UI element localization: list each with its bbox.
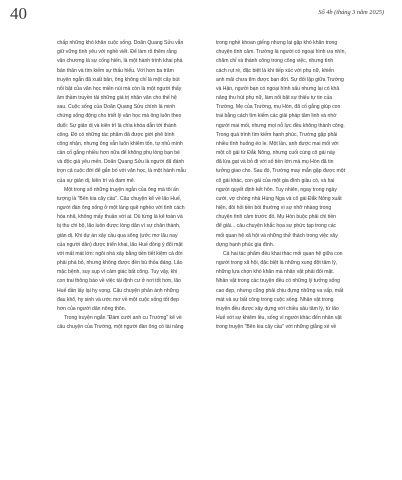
text-line: trai bằng cách tìm kiếm các giải pháp tâm linh và nhờ — [216, 113, 337, 120]
text-line: truyện ngắn đã xuất bản, ông không chỉ là một cây bút — [57, 76, 180, 83]
text-line: Huế với sự khiêm lều, sống vì người khác đến nhân vật — [216, 315, 342, 322]
text-line: mặc bệnh, suy sụp vì cảm giác bất công. Tuy vậy, khi — [57, 269, 178, 276]
text-line: người mai mối, nhưng mọi nỗ lực đều không thành công. — [216, 122, 345, 129]
text-line: trong truyện "Bên kia cây cầu" với những giằng xé về — [216, 324, 337, 331]
text-line: hiện, đòi hỏi tiền bồi thường vì sự nhỡ nhàng trong — [216, 205, 332, 212]
left-text-column — [57, 39, 205, 333]
text-line: Trường. Mẹ của Trường, mụ Hòn, đã cố gắng giúp con — [216, 104, 341, 111]
text-line: trong nghề khoan giếng nhưng lại gặp khó khăn trong — [216, 40, 338, 46]
right-text-column — [216, 39, 363, 333]
text-line: năng thu hút phụ nữ, làm nổi bật sự thiếu tự tin của — [216, 95, 333, 102]
text-line: chứng sống động cho triết lý văn học mà ông luôn theo — [57, 113, 182, 120]
text-line: một cô gái từ Đắk Nông, nhưng cuối cùng cô gái này — [216, 150, 336, 157]
text-line: bản thân và tìm kiếm sự thấu hiểu. Với hơn ba trăm — [57, 67, 174, 74]
text-line: hơn của người dân nông thôn. — [57, 305, 127, 312]
text-line: Trong truyện ngắn "Đám cưới anh cu Trường" kể về — [64, 315, 182, 322]
text-line: đau khổ, hy sinh và ước mơ về một cuộc sống tốt đẹp — [57, 296, 179, 303]
issue-label: Số 4b (tháng 3 năm 2025) — [318, 9, 384, 16]
text-line: mối quan hệ xã hội và những thử thách trong việc xây — [216, 232, 338, 239]
text-line: và Hận, người bạn có ngoại hình xấu nhưng lại có khả — [216, 85, 340, 92]
text-line: con trai thông báo về việc tái định cư ở nơi tốt hơn, lão — [57, 278, 181, 285]
text-line: người đàn ông sống ở một làng quê nghèo với tình cách — [57, 205, 185, 212]
text-line: của sự giản dị, kiên trì và đam mê. — [57, 177, 136, 184]
text-line: giữ vững tình yêu với nghề viết. Để làm rõ thêm rằng — [57, 49, 177, 56]
text-line: sau. Cuộc sống của Doãn Quang Sửu chính là minh — [57, 104, 176, 111]
page-number: 40 — [10, 4, 27, 23]
text-line: truyện đều được xây dựng với chiều sâu tâm lý, từ lão — [216, 305, 339, 312]
text-line: Huế dần lấy lại hy vọng. Câu chuyện phản ánh những — [57, 287, 179, 294]
text-line: hòa nhã, không mấy thuần với ai. Dù từng là kẻ toàn và — [57, 214, 183, 221]
text-line: chăm chỉ và thành công trong công việc, nhưng tình — [216, 58, 334, 65]
text-line: Trong quá trình tìm kiếm hạnh phúc, Trường gặp phải — [216, 131, 338, 138]
text-line: văn chương là sự cống hiến, là một hành trình khai phá — [57, 58, 183, 65]
page-header — [10, 4, 384, 28]
text-line: người trong xã hội, đặc biệt là những xung đột tâm lý, — [216, 260, 338, 267]
text-line: chuyện tình cảm. Trường là người có ngoại hình ưa nhìn, — [216, 49, 346, 56]
text-line: cách rụt rè, đặc biệt là khi tiếp xúc với phụ nữ, khiến — [216, 67, 335, 74]
text-line: cao đẹp, nhưng cũng phải chịu đựng những va vấp, mất — [216, 287, 344, 294]
text-line: công. Đó có những tác phẩm đã được giới phê bình — [57, 131, 175, 138]
text-line: đã lừa gạt và bỏ đi với số tiền lớn mà mụ Hòn đã tin — [216, 159, 334, 166]
text-line: của người dân) được triển khai, lão Huế đồng ý đổi mặt — [57, 241, 183, 248]
text-line: với mất mát lớn: ngôi nhà xây bằng tiền tiết kiệm cả đời — [57, 250, 183, 257]
text-line: cô gái khác, con gái của một gia đình giàu có, và hai — [216, 177, 335, 184]
text-line: chuyện tình cảm trước đó. Mụ Hòn buộc phải chi tiền — [216, 214, 337, 221]
text-line: đuổi: Sự giản dị và kiên trì là chìa khóa dẫn tới thành — [57, 122, 177, 129]
text-line: Một trong số những truyện ngắn của ông mà tôi ấn — [64, 186, 179, 193]
text-line: mát và sự bất công trong cuộc sống. Nhân vật trong — [216, 296, 334, 303]
text-line: âm thầm truyền tải những giá trị nhân văn cho thế hệ — [57, 95, 177, 102]
text-line: công nhận, nhưng ông vẫn luôn khiêm tốn, tự nhủ mình — [57, 140, 183, 147]
text-line: câu chuyện của Trường, một người đàn ông có tài năng — [57, 324, 184, 331]
text-line: anh mãi chưa tìm được bạn đời. Sự đối lập giữa Trường — [216, 76, 344, 83]
text-line: giản dị. Khi dự án xây cầu qua sông (ước mơ lâu nay — [57, 232, 178, 239]
text-line: tượng là "Bên kia cây cầu". Câu chuyện kể về lão Huế, — [57, 195, 182, 202]
text-line: người quyết định kết hôn. Tuy nhiên, ngay trong ngày — [216, 186, 337, 193]
text-line: chấp những khó khăn cuộc sống. Doãn Quang Sửu vẫn — [57, 40, 184, 46]
text-line: cưới, vợ chồng nhà Hùng Nga và cô gái Đắk Nông xuất — [216, 195, 342, 202]
text-line: tưởng giao cho. Sau đó, Trường may mắn gặp được một — [216, 168, 345, 175]
text-line: và độc giả yêu mến. Doãn Quang Sửu là người đã đánh — [57, 159, 185, 166]
text-line: bị thu chi bộ, lão luôn được lòng dân vì sự chân thành, — [57, 223, 181, 230]
text-line: trọn cả cuộc đời để gắn bó với văn học, là một hành mẫu — [57, 168, 187, 175]
text-line: những lựa chọn khó khăn mà nhân vật phải đối mặt. — [216, 269, 335, 276]
text-line: nổi bật của văn học miền núi mà còn là một người thấy — [57, 85, 182, 92]
text-line: Cả hai tác phẩm đều khai thác mối quan hệ giữa con — [223, 250, 343, 257]
text-line: dựng hạnh phúc gia đình. — [216, 241, 275, 248]
text-line: Nhân vật trong các truyện đều có những lý tưởng sống — [216, 278, 340, 285]
text-line: phải phá bỏ, nhưng không được đền bù thỏa đáng. Lão — [57, 260, 183, 267]
text-line: để giải... câu chuyện khắc họa sự phức tạp trong các — [216, 223, 337, 230]
text-line: cần cố gắng nhiều hơn nữa để không phụ lòng bạn bè — [57, 150, 180, 157]
text-line: nhiều tình huống éo le. Một lần, anh được mai mối với — [216, 140, 339, 147]
